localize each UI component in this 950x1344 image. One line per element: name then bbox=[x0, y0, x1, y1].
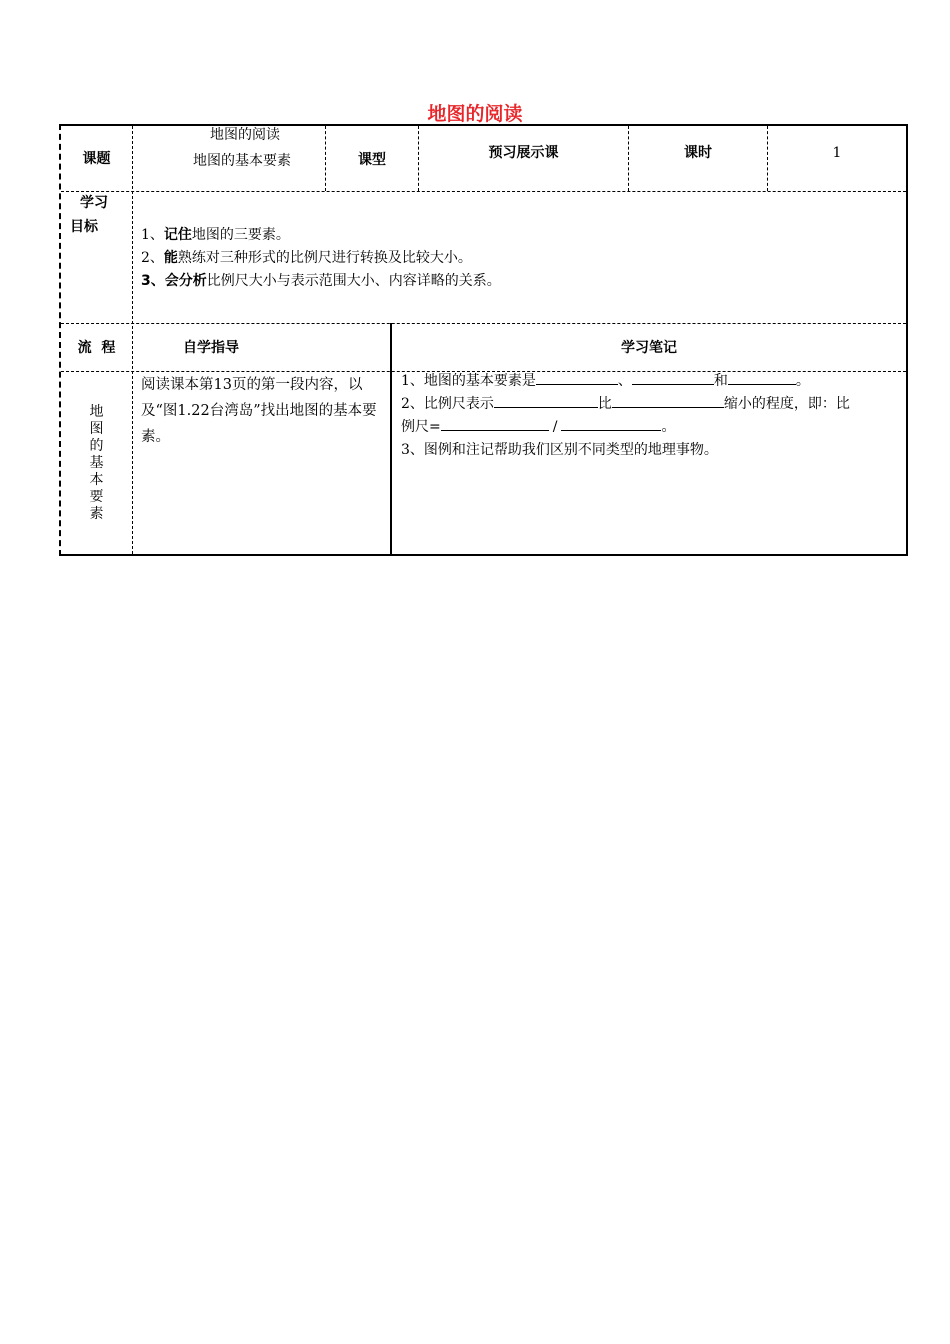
hours-label: 课时 bbox=[684, 145, 712, 161]
notes-line-4: 3、图例和注记帮助我们区别不同类型的地理事物。 bbox=[401, 442, 718, 458]
objective-text: 地图的三要素。 bbox=[191, 227, 290, 243]
objective-keyword: 能 bbox=[163, 250, 178, 266]
topic-line-2: 地图的基本要素 bbox=[193, 153, 291, 169]
fill-blank[interactable] bbox=[536, 370, 618, 385]
fill-blank[interactable] bbox=[494, 393, 598, 408]
notes-text: 缩小的程度，即：比 bbox=[723, 396, 850, 412]
objective-text: 比例尺大小与表示范围大小、内容详略的关系。 bbox=[206, 273, 501, 289]
type-value: 预习展示课 bbox=[488, 145, 559, 161]
section-name-char: 本 bbox=[89, 472, 104, 488]
row-divider bbox=[61, 323, 906, 324]
section-name-char: 基 bbox=[89, 455, 104, 471]
objective-item bbox=[141, 224, 901, 247]
objective-number: 2、 bbox=[141, 250, 164, 266]
notes-text: 比 bbox=[597, 396, 612, 412]
row-divider bbox=[61, 191, 906, 192]
topic-label: 课题 bbox=[82, 151, 111, 167]
notes-text: / bbox=[552, 419, 558, 435]
section-name-char: 的 bbox=[89, 438, 104, 454]
hours-value: 1 bbox=[832, 145, 842, 161]
objectives-label-line-2: 目标 bbox=[70, 219, 98, 235]
section-name-char: 图 bbox=[89, 421, 104, 437]
notes-line-3 bbox=[401, 416, 901, 439]
objective-item bbox=[141, 270, 901, 293]
process-label: 流 程 bbox=[77, 340, 116, 356]
col-divider bbox=[132, 126, 133, 554]
objective-text: 熟练对三种形式的比例尺进行转换及比较大小。 bbox=[177, 250, 472, 266]
fill-blank[interactable] bbox=[632, 370, 714, 385]
notes-text: 和 bbox=[713, 373, 728, 389]
notes-text: 例尺= bbox=[401, 419, 441, 435]
guide-text: 阅读课本第13页的第一段内容，以及“图1.22台湾岛”找出地图的基本要素。 bbox=[141, 377, 377, 445]
section-name-char: 素 bbox=[89, 506, 104, 522]
objectives-label-line-1: 学习 bbox=[80, 195, 108, 211]
study-notes bbox=[401, 370, 901, 462]
topic-line-1: 地图的阅读 bbox=[210, 127, 280, 143]
notes-text: 。 bbox=[795, 373, 810, 389]
notes-line-2 bbox=[401, 393, 901, 416]
notes-line-1 bbox=[401, 370, 901, 393]
notes-label: 学习笔记 bbox=[621, 340, 677, 356]
objective-keyword: 记住 bbox=[163, 227, 192, 243]
section-name bbox=[61, 404, 132, 523]
fill-blank[interactable] bbox=[612, 393, 724, 408]
type-label: 课型 bbox=[358, 152, 386, 168]
notes-text: 1、地图的基本要素是 bbox=[401, 373, 536, 389]
guide-label: 自学指导 bbox=[183, 340, 239, 356]
objective-number: 1、 bbox=[141, 227, 164, 243]
fill-blank[interactable] bbox=[561, 416, 661, 431]
topic-value bbox=[133, 124, 325, 172]
document-title: 地图的阅读 bbox=[427, 103, 523, 125]
fill-blank[interactable] bbox=[728, 370, 796, 385]
fill-blank[interactable] bbox=[441, 416, 549, 431]
notes-text: 、 bbox=[617, 373, 632, 389]
objective-keyword: 会分析 bbox=[164, 273, 207, 289]
objective-number: 3、 bbox=[141, 273, 165, 289]
objective-item bbox=[141, 247, 901, 270]
notes-text: 2、比例尺表示 bbox=[401, 396, 494, 412]
section-name-char: 地 bbox=[89, 404, 104, 420]
objectives-list bbox=[141, 224, 901, 293]
section-name-char: 要 bbox=[89, 489, 104, 505]
objectives-label bbox=[61, 192, 132, 238]
notes-text: 。 bbox=[661, 419, 676, 435]
